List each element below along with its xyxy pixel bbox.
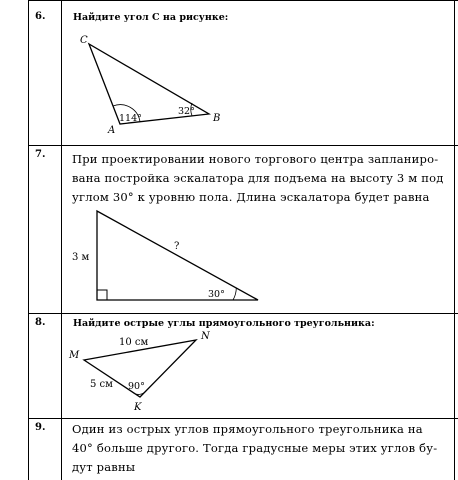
task-7-line-2: вана постройка эскалатора для подъема на высоту 3 м под — [72, 171, 444, 185]
vertex-c-label: C — [80, 35, 88, 46]
vertex-k-label: K — [134, 402, 142, 413]
task-9-line-1: Один из острых углов прямоугольного треугольника на — [72, 422, 423, 436]
angle-b-label: 32° — [178, 106, 195, 117]
task-7-line-3: углом 30° к уровню пола. Длина эскалатора будет равна — [72, 190, 430, 204]
vertex-b-label: B — [213, 113, 221, 124]
height-label: 3 м — [72, 252, 90, 263]
side-mk-label: 5 см — [90, 379, 113, 390]
side-mn-label: 10 см — [119, 337, 149, 348]
task-number-7: 7. — [35, 149, 46, 160]
hypotenuse-label: ? — [174, 241, 180, 252]
vertex-a-label: A — [108, 125, 116, 136]
task-9-line-2: 40° больше другого. Тогда градусные меры этих углов бу- — [72, 441, 438, 455]
task-number-8: 8. — [35, 317, 46, 328]
angle-a-label: 114° — [119, 113, 142, 124]
angle-k-label: 90° — [128, 381, 145, 392]
task-8-text: Найдите острые углы прямоугольного треугольника: — [73, 318, 375, 329]
vertex-m-label: M — [69, 350, 80, 361]
task-9-line-3: дут равны — [72, 460, 136, 474]
angle-30-label: 30° — [208, 289, 225, 300]
task-number-9: 9. — [35, 422, 46, 433]
vertex-n-label: N — [201, 331, 210, 342]
task-number-6: 6. — [35, 11, 46, 22]
task-7-line-1: При проектировании нового торгового центра запланиро- — [72, 152, 439, 166]
task-6-text: Найдите угол C на рисунке: — [73, 12, 229, 23]
